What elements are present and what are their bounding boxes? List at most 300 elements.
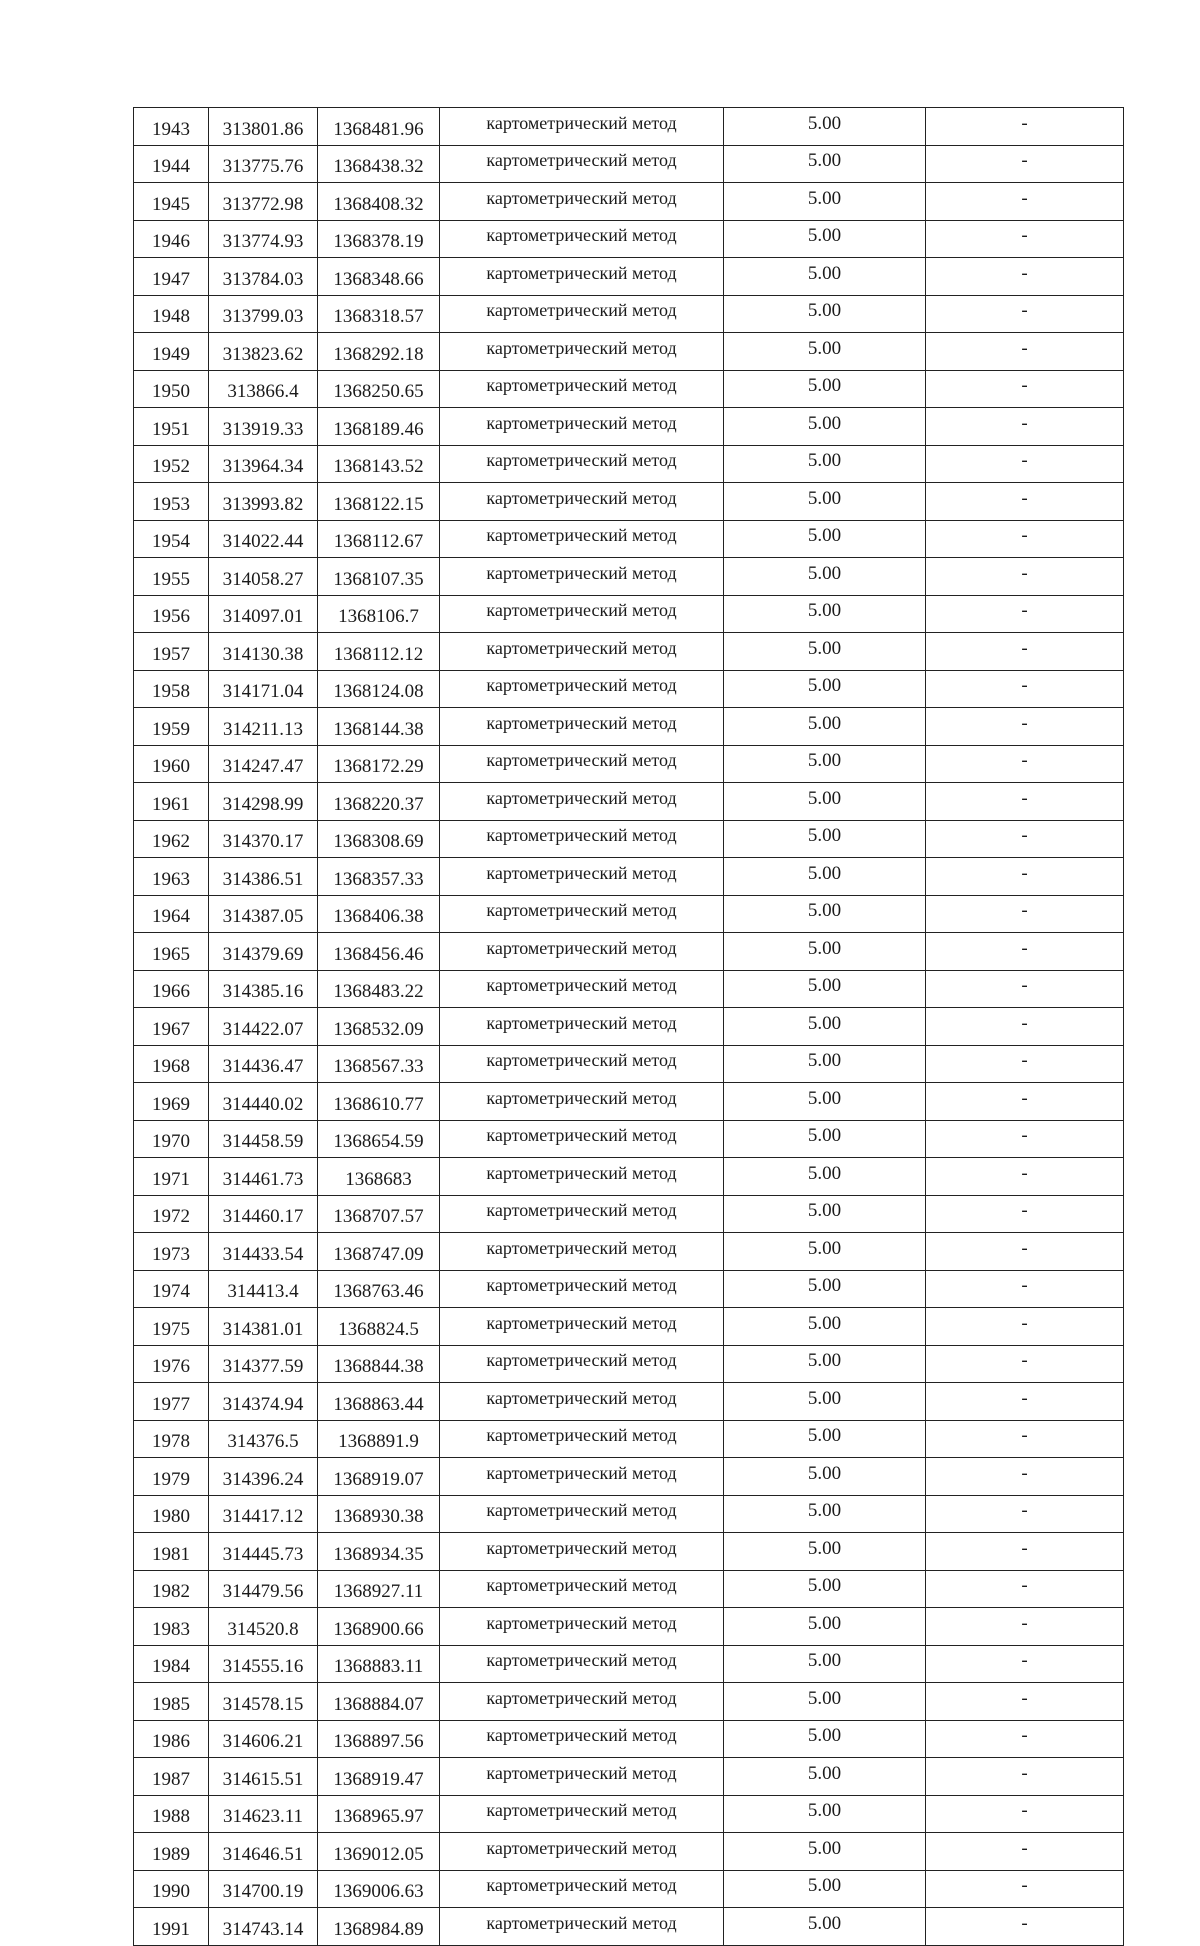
table-row (134, 1308, 1124, 1346)
table-row (134, 1645, 1124, 1683)
x-coordinate-cell: 314433.54 (209, 1233, 318, 1271)
table-row (134, 333, 1124, 371)
note-cell: - (926, 558, 1124, 596)
accuracy-cell: 5.00 (724, 1008, 926, 1046)
y-coordinate-cell: 1368884.07 (318, 1683, 440, 1721)
note-cell: - (926, 1383, 1124, 1421)
accuracy-cell: 5.00 (724, 1645, 926, 1683)
table-row (134, 1683, 1124, 1721)
accuracy-cell: 5.00 (724, 370, 926, 408)
note-cell: - (926, 483, 1124, 521)
note-cell: - (926, 745, 1124, 783)
y-coordinate-cell: 1368927.11 (318, 1570, 440, 1608)
note-cell: - (926, 445, 1124, 483)
point-number-cell: 1958 (134, 670, 209, 708)
method-cell: картометрический метод (440, 708, 724, 746)
method-cell: картометрический метод (440, 1420, 724, 1458)
table-row (134, 1345, 1124, 1383)
note-cell: - (926, 1345, 1124, 1383)
accuracy-cell: 5.00 (724, 1533, 926, 1571)
table-row (134, 970, 1124, 1008)
note-cell: - (926, 520, 1124, 558)
y-coordinate-cell: 1368144.38 (318, 708, 440, 746)
method-cell: картометрический метод (440, 1083, 724, 1121)
accuracy-cell: 5.00 (724, 183, 926, 221)
method-cell: картометрический метод (440, 970, 724, 1008)
table-row (134, 1908, 1124, 1946)
table-row (134, 258, 1124, 296)
x-coordinate-cell: 314247.47 (209, 745, 318, 783)
point-number-cell: 1989 (134, 1833, 209, 1871)
point-number-cell: 1972 (134, 1195, 209, 1233)
y-coordinate-cell: 1368143.52 (318, 445, 440, 483)
note-cell: - (926, 1758, 1124, 1796)
point-number-cell: 1962 (134, 820, 209, 858)
x-coordinate-cell: 314058.27 (209, 558, 318, 596)
note-cell: - (926, 1683, 1124, 1721)
y-coordinate-cell: 1368172.29 (318, 745, 440, 783)
method-cell: картометрический метод (440, 483, 724, 521)
x-coordinate-cell: 314646.51 (209, 1833, 318, 1871)
point-number-cell: 1943 (134, 108, 209, 146)
accuracy-cell: 5.00 (724, 708, 926, 746)
method-cell: картометрический метод (440, 445, 724, 483)
accuracy-cell: 5.00 (724, 445, 926, 483)
y-coordinate-cell: 1368456.46 (318, 933, 440, 971)
note-cell: - (926, 1608, 1124, 1646)
note-cell: - (926, 933, 1124, 971)
y-coordinate-cell: 1368824.5 (318, 1308, 440, 1346)
note-cell: - (926, 895, 1124, 933)
y-coordinate-cell: 1369012.05 (318, 1833, 440, 1871)
table-row (134, 1458, 1124, 1496)
y-coordinate-cell: 1368292.18 (318, 333, 440, 371)
x-coordinate-cell: 313801.86 (209, 108, 318, 146)
accuracy-cell: 5.00 (724, 1120, 926, 1158)
table-row (134, 595, 1124, 633)
document-page (133, 107, 1123, 1946)
accuracy-cell: 5.00 (724, 895, 926, 933)
point-number-cell: 1981 (134, 1533, 209, 1571)
accuracy-cell: 5.00 (724, 1720, 926, 1758)
accuracy-cell: 5.00 (724, 1795, 926, 1833)
method-cell: картометрический метод (440, 1608, 724, 1646)
y-coordinate-cell: 1368532.09 (318, 1008, 440, 1046)
point-number-cell: 1980 (134, 1495, 209, 1533)
point-number-cell: 1984 (134, 1645, 209, 1683)
accuracy-cell: 5.00 (724, 520, 926, 558)
note-cell: - (926, 1495, 1124, 1533)
table-row (134, 745, 1124, 783)
table-row (134, 1833, 1124, 1871)
table-row (134, 445, 1124, 483)
note-cell: - (926, 370, 1124, 408)
point-number-cell: 1986 (134, 1720, 209, 1758)
method-cell: картометрический метод (440, 1645, 724, 1683)
y-coordinate-cell: 1368107.35 (318, 558, 440, 596)
accuracy-cell: 5.00 (724, 1495, 926, 1533)
method-cell: картометрический метод (440, 1795, 724, 1833)
y-coordinate-cell: 1368919.47 (318, 1758, 440, 1796)
table-row (134, 1045, 1124, 1083)
y-coordinate-cell: 1368747.09 (318, 1233, 440, 1271)
point-number-cell: 1951 (134, 408, 209, 446)
y-coordinate-cell: 1368984.89 (318, 1908, 440, 1946)
x-coordinate-cell: 313823.62 (209, 333, 318, 371)
x-coordinate-cell: 314606.21 (209, 1720, 318, 1758)
note-cell: - (926, 1870, 1124, 1908)
y-coordinate-cell: 1368883.11 (318, 1645, 440, 1683)
y-coordinate-cell: 1368891.9 (318, 1420, 440, 1458)
method-cell: картометрический метод (440, 1195, 724, 1233)
y-coordinate-cell: 1368930.38 (318, 1495, 440, 1533)
method-cell: картометрический метод (440, 1720, 724, 1758)
point-number-cell: 1944 (134, 145, 209, 183)
x-coordinate-cell: 313775.76 (209, 145, 318, 183)
method-cell: картометрический метод (440, 1345, 724, 1383)
point-number-cell: 1974 (134, 1270, 209, 1308)
method-cell: картометрический метод (440, 408, 724, 446)
accuracy-cell: 5.00 (724, 1758, 926, 1796)
table-row (134, 1533, 1124, 1571)
y-coordinate-cell: 1368763.46 (318, 1270, 440, 1308)
table-row (134, 1270, 1124, 1308)
y-coordinate-cell: 1368483.22 (318, 970, 440, 1008)
point-number-cell: 1982 (134, 1570, 209, 1608)
point-number-cell: 1973 (134, 1233, 209, 1271)
point-number-cell: 1960 (134, 745, 209, 783)
accuracy-cell: 5.00 (724, 820, 926, 858)
table-row (134, 633, 1124, 671)
point-number-cell: 1991 (134, 1908, 209, 1946)
table-row (134, 483, 1124, 521)
x-coordinate-cell: 314743.14 (209, 1908, 318, 1946)
y-coordinate-cell: 1368250.65 (318, 370, 440, 408)
x-coordinate-cell: 314461.73 (209, 1158, 318, 1196)
method-cell: картометрический метод (440, 1870, 724, 1908)
accuracy-cell: 5.00 (724, 633, 926, 671)
y-coordinate-cell: 1368897.56 (318, 1720, 440, 1758)
y-coordinate-cell: 1368122.15 (318, 483, 440, 521)
x-coordinate-cell: 313784.03 (209, 258, 318, 296)
note-cell: - (926, 1570, 1124, 1608)
note-cell: - (926, 820, 1124, 858)
x-coordinate-cell: 314578.15 (209, 1683, 318, 1721)
y-coordinate-cell: 1368220.37 (318, 783, 440, 821)
point-number-cell: 1950 (134, 370, 209, 408)
x-coordinate-cell: 313799.03 (209, 295, 318, 333)
accuracy-cell: 5.00 (724, 1083, 926, 1121)
accuracy-cell: 5.00 (724, 595, 926, 633)
table-row (134, 1758, 1124, 1796)
x-coordinate-cell: 314700.19 (209, 1870, 318, 1908)
table-row (134, 670, 1124, 708)
coordinates-table-body (134, 108, 1124, 1946)
accuracy-cell: 5.00 (724, 1383, 926, 1421)
method-cell: картометрический метод (440, 1233, 724, 1271)
y-coordinate-cell: 1368900.66 (318, 1608, 440, 1646)
method-cell: картометрический метод (440, 895, 724, 933)
accuracy-cell: 5.00 (724, 108, 926, 146)
note-cell: - (926, 183, 1124, 221)
table-row (134, 895, 1124, 933)
method-cell: картометрический метод (440, 1383, 724, 1421)
y-coordinate-cell: 1368863.44 (318, 1383, 440, 1421)
x-coordinate-cell: 314097.01 (209, 595, 318, 633)
point-number-cell: 1947 (134, 258, 209, 296)
point-number-cell: 1965 (134, 933, 209, 971)
point-number-cell: 1956 (134, 595, 209, 633)
y-coordinate-cell: 1368348.66 (318, 258, 440, 296)
point-number-cell: 1970 (134, 1120, 209, 1158)
method-cell: картометрический метод (440, 1908, 724, 1946)
accuracy-cell: 5.00 (724, 1870, 926, 1908)
y-coordinate-cell: 1368934.35 (318, 1533, 440, 1571)
x-coordinate-cell: 313866.4 (209, 370, 318, 408)
y-coordinate-cell: 1368919.07 (318, 1458, 440, 1496)
table-row (134, 1870, 1124, 1908)
method-cell: картометрический метод (440, 933, 724, 971)
point-number-cell: 1983 (134, 1608, 209, 1646)
y-coordinate-cell: 1368357.33 (318, 858, 440, 896)
x-coordinate-cell: 314460.17 (209, 1195, 318, 1233)
note-cell: - (926, 108, 1124, 146)
point-number-cell: 1952 (134, 445, 209, 483)
method-cell: картометрический метод (440, 633, 724, 671)
method-cell: картометрический метод (440, 333, 724, 371)
method-cell: картометрический метод (440, 595, 724, 633)
accuracy-cell: 5.00 (724, 1308, 926, 1346)
note-cell: - (926, 408, 1124, 446)
y-coordinate-cell: 1368707.57 (318, 1195, 440, 1233)
note-cell: - (926, 633, 1124, 671)
table-row (134, 220, 1124, 258)
note-cell: - (926, 1420, 1124, 1458)
point-number-cell: 1971 (134, 1158, 209, 1196)
x-coordinate-cell: 313772.98 (209, 183, 318, 221)
point-number-cell: 1975 (134, 1308, 209, 1346)
note-cell: - (926, 1458, 1124, 1496)
x-coordinate-cell: 314555.16 (209, 1645, 318, 1683)
table-row (134, 370, 1124, 408)
y-coordinate-cell: 1368124.08 (318, 670, 440, 708)
x-coordinate-cell: 314298.99 (209, 783, 318, 821)
table-row (134, 558, 1124, 596)
note-cell: - (926, 595, 1124, 633)
x-coordinate-cell: 314479.56 (209, 1570, 318, 1608)
table-row (134, 1795, 1124, 1833)
table-row (134, 520, 1124, 558)
note-cell: - (926, 1045, 1124, 1083)
method-cell: картометрический метод (440, 145, 724, 183)
table-row (134, 1495, 1124, 1533)
x-coordinate-cell: 314374.94 (209, 1383, 318, 1421)
x-coordinate-cell: 314385.16 (209, 970, 318, 1008)
note-cell: - (926, 333, 1124, 371)
point-number-cell: 1988 (134, 1795, 209, 1833)
point-number-cell: 1948 (134, 295, 209, 333)
point-number-cell: 1957 (134, 633, 209, 671)
y-coordinate-cell: 1368438.32 (318, 145, 440, 183)
note-cell: - (926, 858, 1124, 896)
method-cell: картометрический метод (440, 370, 724, 408)
point-number-cell: 1976 (134, 1345, 209, 1383)
x-coordinate-cell: 314417.12 (209, 1495, 318, 1533)
table-row (134, 108, 1124, 146)
method-cell: картометрический метод (440, 183, 724, 221)
method-cell: картометрический метод (440, 858, 724, 896)
y-coordinate-cell: 1368189.46 (318, 408, 440, 446)
point-number-cell: 1964 (134, 895, 209, 933)
accuracy-cell: 5.00 (724, 1458, 926, 1496)
x-coordinate-cell: 313919.33 (209, 408, 318, 446)
x-coordinate-cell: 314413.4 (209, 1270, 318, 1308)
note-cell: - (926, 295, 1124, 333)
accuracy-cell: 5.00 (724, 220, 926, 258)
x-coordinate-cell: 314422.07 (209, 1008, 318, 1046)
table-row (134, 1008, 1124, 1046)
point-number-cell: 1945 (134, 183, 209, 221)
y-coordinate-cell: 1368406.38 (318, 895, 440, 933)
note-cell: - (926, 1308, 1124, 1346)
method-cell: картометрический метод (440, 558, 724, 596)
method-cell: картометрический метод (440, 108, 724, 146)
x-coordinate-cell: 314445.73 (209, 1533, 318, 1571)
method-cell: картометрический метод (440, 1308, 724, 1346)
note-cell: - (926, 1083, 1124, 1121)
accuracy-cell: 5.00 (724, 1683, 926, 1721)
x-coordinate-cell: 314386.51 (209, 858, 318, 896)
y-coordinate-cell: 1368408.32 (318, 183, 440, 221)
method-cell: картометрический метод (440, 745, 724, 783)
note-cell: - (926, 1833, 1124, 1871)
note-cell: - (926, 1195, 1124, 1233)
note-cell: - (926, 783, 1124, 821)
point-number-cell: 1990 (134, 1870, 209, 1908)
method-cell: картометрический метод (440, 1120, 724, 1158)
point-number-cell: 1949 (134, 333, 209, 371)
point-number-cell: 1959 (134, 708, 209, 746)
point-number-cell: 1961 (134, 783, 209, 821)
method-cell: картометрический метод (440, 783, 724, 821)
table-row (134, 295, 1124, 333)
note-cell: - (926, 220, 1124, 258)
x-coordinate-cell: 314387.05 (209, 895, 318, 933)
y-coordinate-cell: 1368965.97 (318, 1795, 440, 1833)
point-number-cell: 1953 (134, 483, 209, 521)
point-number-cell: 1977 (134, 1383, 209, 1421)
method-cell: картометрический метод (440, 1270, 724, 1308)
x-coordinate-cell: 314022.44 (209, 520, 318, 558)
accuracy-cell: 5.00 (724, 783, 926, 821)
point-number-cell: 1987 (134, 1758, 209, 1796)
x-coordinate-cell: 314379.69 (209, 933, 318, 971)
method-cell: картометрический метод (440, 1683, 724, 1721)
accuracy-cell: 5.00 (724, 1833, 926, 1871)
table-row (134, 145, 1124, 183)
table-row (134, 708, 1124, 746)
table-row (134, 408, 1124, 446)
accuracy-cell: 5.00 (724, 1270, 926, 1308)
point-number-cell: 1979 (134, 1458, 209, 1496)
accuracy-cell: 5.00 (724, 1570, 926, 1608)
table-row (134, 183, 1124, 221)
accuracy-cell: 5.00 (724, 483, 926, 521)
coordinates-table (133, 107, 1124, 1946)
accuracy-cell: 5.00 (724, 1195, 926, 1233)
accuracy-cell: 5.00 (724, 1233, 926, 1271)
point-number-cell: 1946 (134, 220, 209, 258)
note-cell: - (926, 1720, 1124, 1758)
y-coordinate-cell: 1368112.12 (318, 633, 440, 671)
x-coordinate-cell: 314376.5 (209, 1420, 318, 1458)
accuracy-cell: 5.00 (724, 1158, 926, 1196)
method-cell: картометрический метод (440, 1495, 724, 1533)
y-coordinate-cell: 1368567.33 (318, 1045, 440, 1083)
x-coordinate-cell: 313964.34 (209, 445, 318, 483)
note-cell: - (926, 1270, 1124, 1308)
table-row (134, 1233, 1124, 1271)
note-cell: - (926, 145, 1124, 183)
point-number-cell: 1985 (134, 1683, 209, 1721)
x-coordinate-cell: 314211.13 (209, 708, 318, 746)
y-coordinate-cell: 1368610.77 (318, 1083, 440, 1121)
y-coordinate-cell: 1368844.38 (318, 1345, 440, 1383)
accuracy-cell: 5.00 (724, 1420, 926, 1458)
table-row (134, 1120, 1124, 1158)
method-cell: картометрический метод (440, 295, 724, 333)
accuracy-cell: 5.00 (724, 745, 926, 783)
method-cell: картометрический метод (440, 1833, 724, 1871)
x-coordinate-cell: 314615.51 (209, 1758, 318, 1796)
method-cell: картометрический метод (440, 1533, 724, 1571)
x-coordinate-cell: 313774.93 (209, 220, 318, 258)
table-row (134, 1608, 1124, 1646)
accuracy-cell: 5.00 (724, 295, 926, 333)
accuracy-cell: 5.00 (724, 670, 926, 708)
accuracy-cell: 5.00 (724, 933, 926, 971)
method-cell: картометрический метод (440, 1570, 724, 1608)
y-coordinate-cell: 1368654.59 (318, 1120, 440, 1158)
table-row (134, 820, 1124, 858)
x-coordinate-cell: 314171.04 (209, 670, 318, 708)
table-row (134, 858, 1124, 896)
table-row (134, 1570, 1124, 1608)
y-coordinate-cell: 1368318.57 (318, 295, 440, 333)
table-row (134, 1158, 1124, 1196)
x-coordinate-cell: 314381.01 (209, 1308, 318, 1346)
note-cell: - (926, 258, 1124, 296)
table-row (134, 783, 1124, 821)
note-cell: - (926, 708, 1124, 746)
note-cell: - (926, 1533, 1124, 1571)
method-cell: картометрический метод (440, 820, 724, 858)
accuracy-cell: 5.00 (724, 970, 926, 1008)
table-row (134, 1195, 1124, 1233)
x-coordinate-cell: 314396.24 (209, 1458, 318, 1496)
y-coordinate-cell: 1368378.19 (318, 220, 440, 258)
point-number-cell: 1955 (134, 558, 209, 596)
point-number-cell: 1978 (134, 1420, 209, 1458)
accuracy-cell: 5.00 (724, 408, 926, 446)
method-cell: картометрический метод (440, 1008, 724, 1046)
accuracy-cell: 5.00 (724, 1045, 926, 1083)
note-cell: - (926, 1908, 1124, 1946)
table-row (134, 1083, 1124, 1121)
point-number-cell: 1954 (134, 520, 209, 558)
accuracy-cell: 5.00 (724, 258, 926, 296)
point-number-cell: 1963 (134, 858, 209, 896)
